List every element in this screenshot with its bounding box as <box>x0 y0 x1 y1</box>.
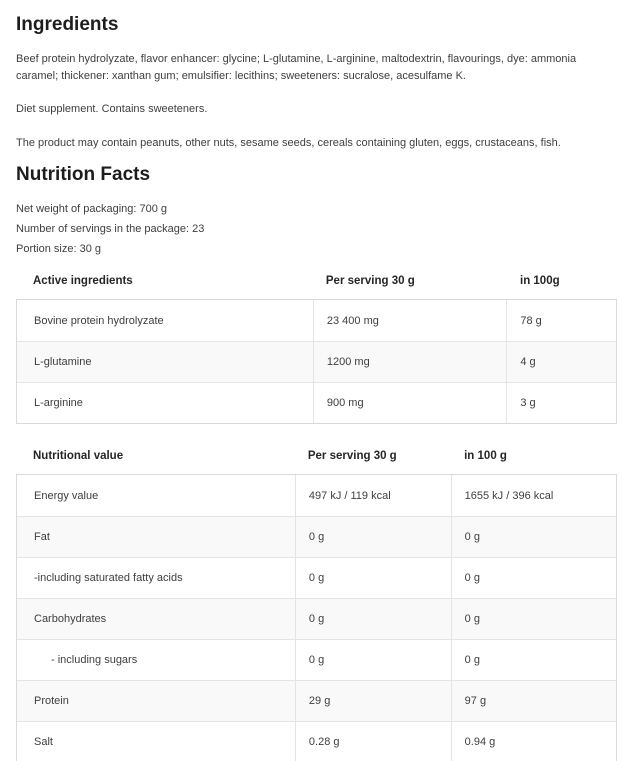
table-row <box>17 516 616 557</box>
table-row <box>17 341 616 382</box>
per-serving-value: 29 g <box>295 681 451 721</box>
nutrient-name: Protein <box>34 695 69 707</box>
nutrient-name: Carbohydrates <box>34 613 107 625</box>
active-ingredients-table-body <box>16 299 617 424</box>
portion-size-line: Portion size: 30 g <box>16 243 101 255</box>
allergen-note: The product may contain peanuts, other nuts, sesame seeds, cereals containing gluten, eggs, crustaceans, fish. <box>16 136 561 149</box>
diet-supplement-note: Diet supplement. Contains sweeteners. <box>16 103 208 115</box>
per-100g-value: 0 g <box>451 599 616 639</box>
table-row <box>17 721 616 761</box>
table-row <box>17 639 616 680</box>
nutrient-name: Fat <box>34 531 50 543</box>
nutritional-value-table-body <box>16 474 617 761</box>
nutritional-value-table <box>16 444 617 761</box>
column-header-per-100g: in 100g <box>520 275 560 287</box>
ingredient-name: L-arginine <box>34 397 83 409</box>
servings-line: Number of servings in the package: 23 <box>16 223 205 235</box>
table-row <box>17 598 616 639</box>
per-100g-value: 0 g <box>451 558 616 598</box>
per-100g-value: 1655 kJ / 396 kcal <box>451 475 616 516</box>
per-100g-value: 3 g <box>506 383 616 423</box>
column-header-per-100g: in 100 g <box>464 450 507 462</box>
per-100g-value: 78 g <box>506 300 616 341</box>
per-serving-value: 0 g <box>295 558 451 598</box>
column-header-per-serving: Per serving 30 g <box>307 450 397 462</box>
package-meta <box>16 201 617 257</box>
nutrient-name: -including saturated fatty acids <box>34 572 183 584</box>
per-100g-value: 0 g <box>451 517 616 557</box>
table-row <box>17 300 616 341</box>
per-serving-value: 497 kJ / 119 kcal <box>295 475 451 516</box>
ingredients-composition-text: Beef protein hydrolyzate, flavor enhancer: glycine; L-glutamine, L-arginine, maltodextrin, flavourings, dye: ammonia caramel; thickener: xanthan gum; emulsifier: lecithins; sweeteners: sucralose, acesulfame K. <box>16 53 577 82</box>
nutritional-value-table-header <box>16 444 617 474</box>
table-row <box>17 557 616 598</box>
ingredient-name: Bovine protein hydrolyzate <box>34 314 164 327</box>
per-100g-value: 97 g <box>451 681 616 721</box>
per-100g-value: 0.94 g <box>451 722 616 761</box>
nutrient-name: - including sugars <box>51 654 138 666</box>
nutrient-name: Energy value <box>34 489 99 502</box>
ingredients-title: Ingredients <box>16 14 119 35</box>
table-row <box>17 382 616 423</box>
nutrition-facts-title: Nutrition Facts <box>16 164 151 185</box>
per-serving-value: 0.28 g <box>295 722 451 761</box>
per-serving-value: 1200 mg <box>313 342 506 382</box>
per-100g-value: 4 g <box>506 342 616 382</box>
net-weight-line: Net weight of packaging: 700 g <box>16 203 168 215</box>
column-header-active-ingredients: Active ingredients <box>33 275 133 287</box>
table-row <box>17 475 616 516</box>
per-serving-value: 900 mg <box>313 383 506 423</box>
active-ingredients-table <box>16 269 617 424</box>
column-header-per-serving: Per serving 30 g <box>325 275 415 287</box>
per-serving-value: 0 g <box>295 599 451 639</box>
per-100g-value: 0 g <box>451 640 616 680</box>
per-serving-value: 0 g <box>295 640 451 680</box>
column-header-nutritional-value: Nutritional value <box>33 450 124 462</box>
ingredient-name: L-glutamine <box>34 356 92 368</box>
active-ingredients-table-header <box>16 269 617 299</box>
per-serving-value: 23 400 mg <box>313 300 506 341</box>
per-serving-value: 0 g <box>295 517 451 557</box>
table-row <box>17 680 616 721</box>
nutrient-name: Salt <box>34 736 53 748</box>
